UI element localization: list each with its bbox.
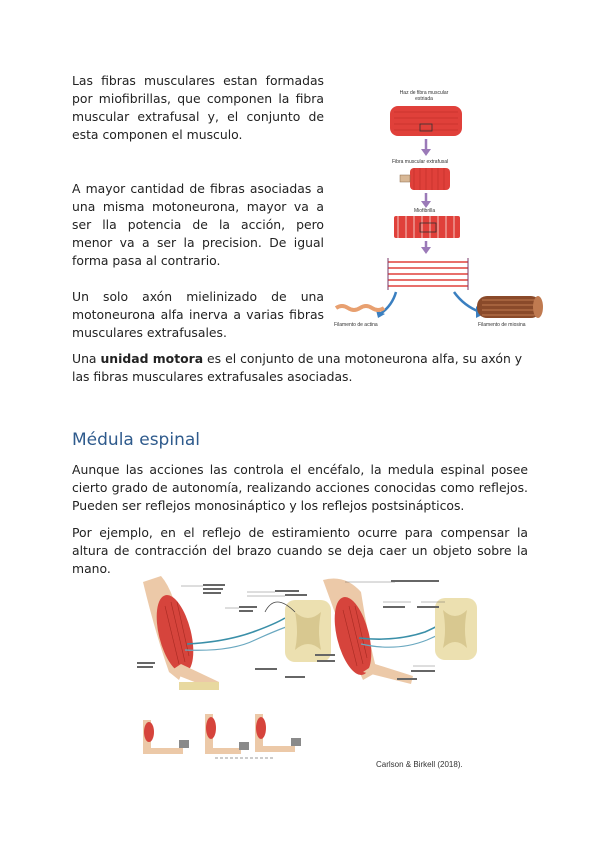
paragraph-reflejo: Por ejemplo, en el reflejo de estiramiento ocurre para compensar la altura de contracción del brazo cuando se deja caer un objeto sobre la mano. [72, 525, 528, 576]
bold-term: unidad motora [100, 351, 204, 366]
reflex-diagram [135, 572, 480, 767]
paragraph-cantidad-fibras: A mayor cantidad de fibras asociadas a una misma motoneurona, mayor va a ser lla potencia de la acción, pero menor va a ser la precision. De igual forma pasa al contrario. [72, 181, 324, 268]
paragraph-fibras: Las fibras musculares estan formadas por miofibrillas, que componen la fibra muscular extrafusal y, el conjunto de esta componen el musculo. [72, 73, 324, 142]
label-miofibrilla: Miofibrilla [414, 208, 436, 214]
paragraph-unidad-motora: Una unidad motora es el conjunto de una motoneurona alfa, su axón y las fibras musculares extrafusales asociadas. [72, 351, 523, 384]
label-miosina: Filamento de miosina [478, 322, 526, 328]
figure-citation: Carlson & Birkell (2018). [376, 760, 463, 769]
paragraph-medula: Aunque las acciones las controla el encéfalo, la medula espinal posee cierto grado de autonomía, realizando acciones conocidas como reflejos. Pueden ser reflejos monosináptico y los reflejos postsinápticos. [72, 462, 528, 513]
stretch-reflex-figure [135, 572, 480, 767]
label-actina: Filamento de actina [334, 322, 378, 328]
muscle-diagram [332, 86, 547, 336]
paragraph-axon: Un solo axón mielinizado de una motoneurona alfa inerva a varias fibras musculares extrafusales. [72, 289, 324, 340]
section-heading: Médula espinal [72, 430, 200, 450]
label-fibra-extrafusal: Fibra muscular extrafusal [392, 159, 449, 165]
muscle-structure-figure [332, 86, 547, 336]
label-haz-fibra: Haz de fibra muscular estriada [399, 90, 449, 102]
